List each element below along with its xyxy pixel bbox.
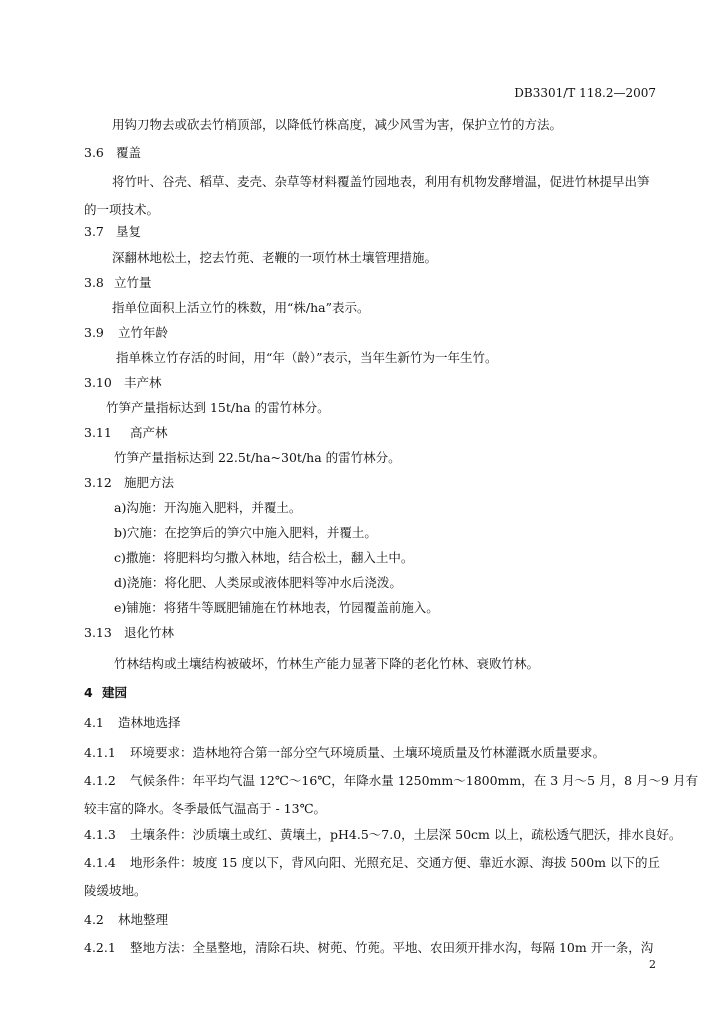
section-heading xyxy=(84,683,127,701)
clause-title: 林地整理 xyxy=(118,912,169,927)
line-text: d)浇施：将化肥、人类尿或液体肥料等冲水后浇泼。 xyxy=(114,575,402,590)
clause-heading xyxy=(84,423,168,441)
clause-number: 4.1.1 xyxy=(84,745,116,760)
clause-heading xyxy=(84,323,168,341)
clause-heading xyxy=(84,273,152,291)
clause-title: 垦复 xyxy=(116,224,142,239)
list-item xyxy=(114,598,439,616)
line-text: 深翻林地松土，挖去竹蔸、老鞭的一项竹林土壤管理措施。 xyxy=(112,250,438,265)
body-line xyxy=(112,298,370,316)
clause-number: 3.11 xyxy=(84,425,112,440)
page-number: 2 xyxy=(649,958,656,971)
body-line xyxy=(112,172,650,190)
body-line xyxy=(116,348,498,366)
section-number: 4 xyxy=(84,685,93,700)
clause-number: 4.1.3 xyxy=(84,827,116,842)
clause-title: 高产林 xyxy=(130,425,168,440)
line-text: 将竹叶、谷壳、稻草、麦壳、杂草等材料覆盖竹园地表，利用有机物发酵增温，促进竹林提早出笋 xyxy=(112,174,650,189)
list-item xyxy=(114,573,402,591)
clause-number: 3.8 xyxy=(84,275,104,290)
section-title: 建园 xyxy=(102,685,128,700)
clause-number: 4.2.1 xyxy=(84,940,116,955)
clause-title: 覆盖 xyxy=(116,145,142,160)
clause-heading xyxy=(84,473,174,491)
line-text: a)沟施：开沟施入肥料，并覆土。 xyxy=(114,500,302,515)
clause-line xyxy=(84,771,698,789)
clause-line xyxy=(84,853,660,871)
document-id-header: DB3301/T 118.2—2007 xyxy=(514,86,656,100)
clause-heading xyxy=(84,222,141,240)
clause-number: 3.10 xyxy=(84,375,112,390)
line-text: 竹笋产量指标达到 22.5t/ha~30t/ha 的雷竹林分。 xyxy=(114,450,401,465)
clause-number: 3.9 xyxy=(84,325,104,340)
clause-line xyxy=(84,825,681,843)
body-line xyxy=(114,448,401,466)
line-text: 指单位面积上活立竹的株数，用“株/ha”表示。 xyxy=(112,300,370,315)
body-line xyxy=(114,654,539,672)
clause-title: 退化竹林 xyxy=(124,625,175,640)
list-item xyxy=(114,498,301,516)
body-line xyxy=(84,799,326,817)
body-line xyxy=(106,398,330,416)
line-text: 竹林结构或土壤结构被破坏，竹林生产能力显著下降的老化竹林、衰败竹林。 xyxy=(114,656,540,671)
clause-heading xyxy=(84,623,174,641)
line-text: 气候条件：年平均气温 12℃～16℃，年降水量 1250mm～1800mm，在 3 月～5 月，8 月～9 月有 xyxy=(130,773,698,788)
clause-title: 立竹量 xyxy=(114,275,152,290)
line-text: e)铺施：将猪牛等厩肥铺施在竹林地表，竹园覆盖前施入。 xyxy=(114,600,439,615)
clause-number: 4.1 xyxy=(84,715,104,730)
clause-number: 3.13 xyxy=(84,625,112,640)
line-text: 指单株立竹存活的时间，用“年（龄）”表示，当年生新竹为一年生竹。 xyxy=(116,350,498,365)
clause-heading xyxy=(84,373,162,391)
line-text: c)撒施：将肥料均匀撒入林地，结合松土，翻入土中。 xyxy=(114,550,414,565)
clause-line xyxy=(84,938,653,956)
clause-title: 立竹年龄 xyxy=(118,325,169,340)
line-text: b)穴施：在挖笋后的笋穴中施入肥料，并覆土。 xyxy=(114,525,377,540)
clause-number: 3.12 xyxy=(84,475,112,490)
clause-number: 4.1.2 xyxy=(84,773,116,788)
clause-number: 4.2 xyxy=(84,912,104,927)
clause-number: 3.6 xyxy=(84,145,104,160)
line-text: 地形条件：坡度 15 度以下，背风向阳、光照充足、交通方便、靠近水源、海拔 500m 以下的丘 xyxy=(130,855,661,870)
line-text: 用钩刀物去或砍去竹梢顶部，以降低竹株高度，减少风雪为害，保护立竹的方法。 xyxy=(112,117,563,132)
line-text: 竹笋产量指标达到 15t/ha 的雷竹林分。 xyxy=(106,400,330,415)
body-line xyxy=(112,248,437,266)
clause-line xyxy=(84,743,605,761)
body-line xyxy=(84,881,147,899)
clause-heading xyxy=(84,910,168,928)
clause-title: 造林地选择 xyxy=(118,715,181,730)
clause-heading xyxy=(84,143,141,161)
line-text: 环境要求：造林地符合第一部分空气环境质量、土壤环境质量及竹林灌溉水质量要求。 xyxy=(130,745,606,760)
clause-number: 4.1.4 xyxy=(84,855,116,870)
list-item xyxy=(114,548,413,566)
list-item xyxy=(114,523,377,541)
line-text: 土壤条件：沙质壤土或红、黄壤土，pH4.5～7.0，土层深 50cm 以上，疏松透气肥沃，排水良好。 xyxy=(130,827,682,842)
body-line xyxy=(84,200,159,218)
line-text: 的一项技术。 xyxy=(84,202,160,217)
clause-title: 丰产林 xyxy=(124,375,162,390)
line-text: 陵缓坡地。 xyxy=(84,883,147,898)
clause-number: 3.7 xyxy=(84,224,104,239)
body-line xyxy=(112,115,562,133)
clause-title: 施肥方法 xyxy=(124,475,175,490)
line-text: 整地方法：全垦整地，清除石块、树蔸、竹蔸。平地、农田须开排水沟，每隔 10m 开一条，沟 xyxy=(130,940,654,955)
clause-heading xyxy=(84,713,181,731)
line-text: 较丰富的降水。冬季最低气温高于 - 13℃。 xyxy=(84,801,327,816)
